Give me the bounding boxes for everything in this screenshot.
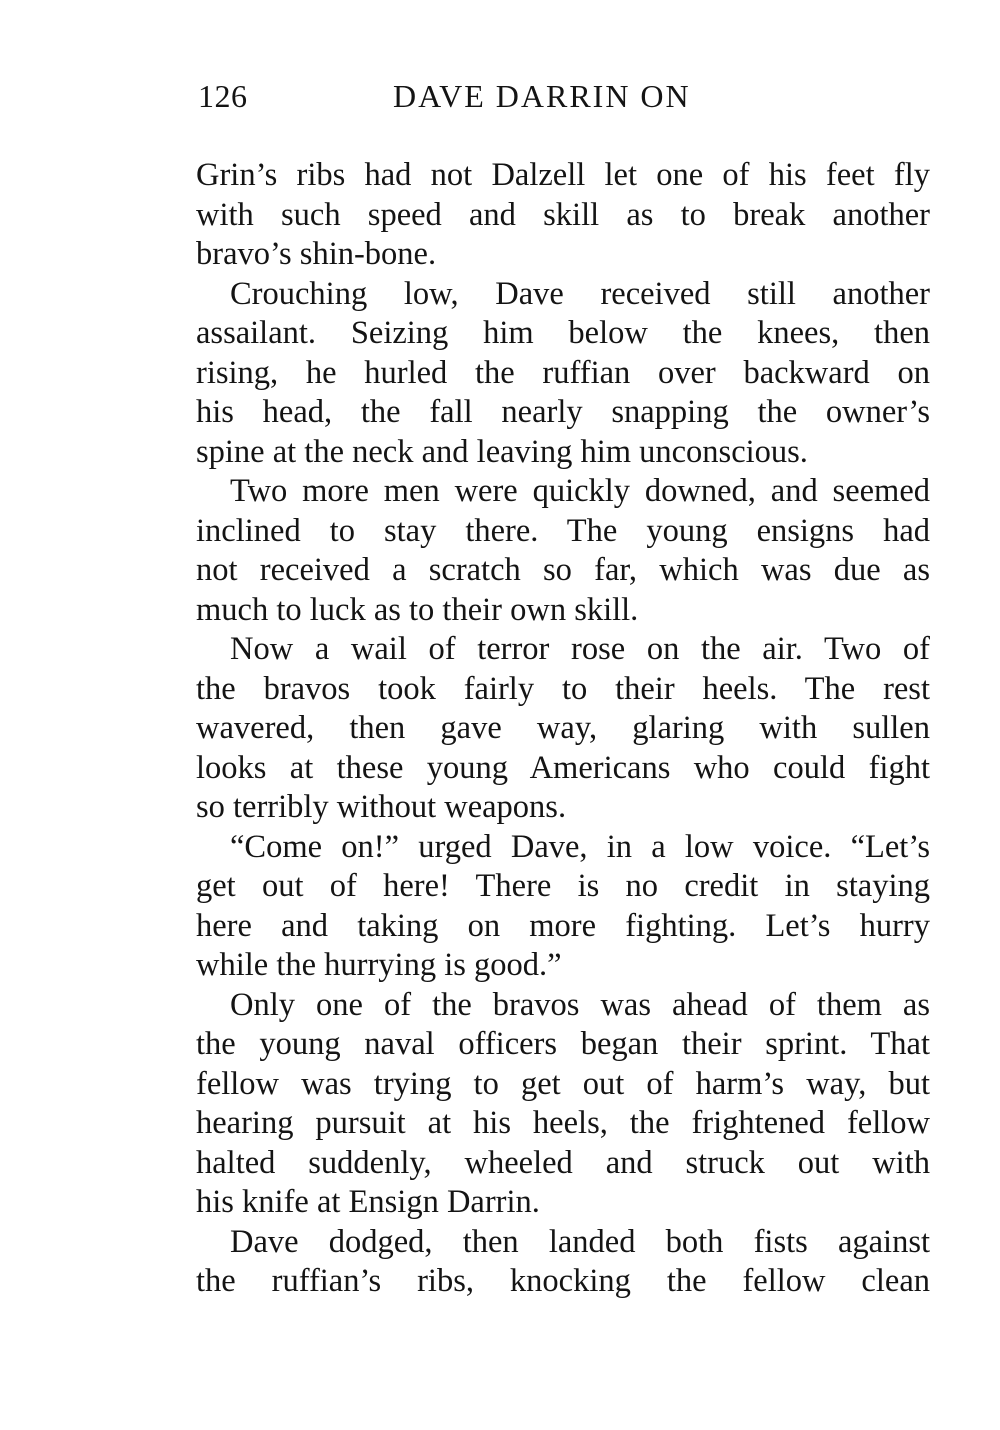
running-head: DAVE DARRIN ON [393,78,691,114]
text-line: Grin’s ribs had not Dalzell let one of his feet fly [196,157,930,193]
text-line: while the hurrying is good.” [196,947,562,983]
text-line: the ruffian’s ribs, knocking the fellow clean [196,1263,930,1299]
text-line: Two more men were quickly downed, and seemed [230,473,930,509]
text-line: spine at the neck and leaving him unconscious. [196,433,808,470]
text-line: looks at these young Americans who could fight [196,749,930,786]
text-line: “Come on!” urged Dave, in a low voice. “Let’s [230,828,930,865]
text-line: Dave dodged, then landed both fists against [230,1223,930,1260]
paragraph [196,275,930,473]
text-line: his knife at Ensign Darrin. [196,1184,540,1220]
body-text [196,156,930,1302]
text-line: so terribly without weapons. [196,789,567,825]
text-line: Crouching low, Dave received still another [230,275,930,312]
text-line: hearing pursuit at his heels, the frightened fellow [196,1105,930,1141]
paragraph [196,828,930,986]
text-line: the bravos took fairly to their heels. The rest [196,670,930,707]
text-line: Now a wail of terror rose on the air. Two of [230,631,930,667]
text-line: assailant. Seizing him below the knees, then [196,315,930,351]
text-line: Only one of the bravos was ahead of them as [230,986,930,1023]
text-line: here and taking on more fighting. Let’s hurry [196,907,930,944]
text-line: much to luck as to their own skill. [196,591,639,628]
text-line: wavered, then gave way, glaring with sullen [196,710,930,746]
paragraph [196,156,930,275]
page-number: 126 [198,78,248,114]
paragraph [196,630,930,828]
text-line: rising, he hurled the ruffian over backward on [196,354,930,391]
paragraph [196,986,930,1223]
page-header [198,74,758,118]
text-line: the young naval officers began their sprint. That [196,1026,930,1062]
text-line: with such speed and skill as to break another [196,196,930,233]
text-line: get out of here! There is no credit in staying [196,868,930,904]
text-line: inclined to stay there. The young ensigns had [196,512,930,549]
text-line: his head, the fall nearly snapping the owner’s [196,394,930,430]
text-line: not received a scratch so far, which was due as [196,552,930,588]
paragraph [196,1223,930,1302]
text-line: halted suddenly, wheeled and struck out with [196,1144,930,1181]
text-line: fellow was trying to get out of harm’s way, but [196,1065,930,1102]
text-line: bravo’s shin-bone. [196,236,437,272]
paragraph [196,472,930,630]
